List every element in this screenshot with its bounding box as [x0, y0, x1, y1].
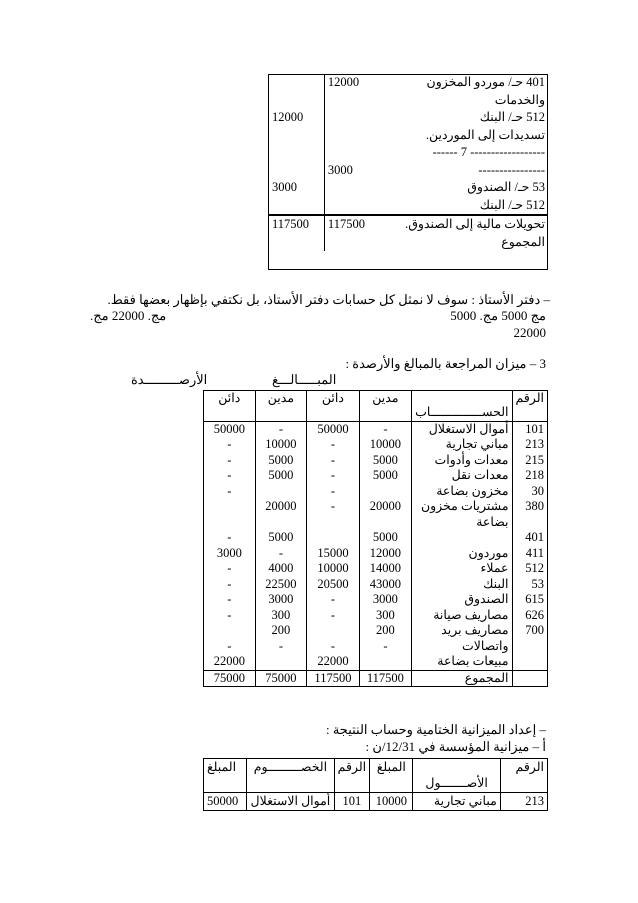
- trial-debit-balance: -: [255, 546, 307, 562]
- trial-code: 30: [512, 484, 547, 500]
- trial-account: معدات وأدوات: [412, 453, 512, 469]
- trial-debit-balance: [255, 515, 307, 531]
- trial-debit-amount: 5000: [359, 530, 411, 546]
- journal-debit: [324, 234, 379, 252]
- journal-row: [269, 109, 549, 127]
- trial-credit-amount: 15000: [307, 546, 359, 562]
- trial-debit-balance: 3000: [255, 592, 307, 608]
- trial-credit-balance: 75000: [204, 670, 256, 687]
- trial-credit-amount: -: [307, 437, 359, 453]
- bs-header-amount1: المبلغ: [370, 759, 413, 793]
- trial-header-row: [204, 391, 548, 422]
- journal-row: [269, 162, 549, 180]
- trial-credit-balance: [204, 499, 256, 515]
- trial-row: [204, 561, 548, 577]
- trial-credit-amount: -: [307, 453, 359, 469]
- trial-debit-amount: 200: [359, 623, 411, 639]
- journal-row: [269, 74, 549, 92]
- trial-row: [204, 515, 548, 531]
- ledger-line-right: مج 5000 مج. 5000: [450, 308, 546, 323]
- trial-credit-amount: [307, 623, 359, 639]
- journal-debit: 117500: [324, 215, 379, 234]
- trial-credit-amount: [307, 530, 359, 546]
- trial-code: 615: [512, 592, 547, 608]
- trial-debit-amount: 117500: [359, 670, 411, 687]
- bs-header-code2: الرقم: [334, 759, 370, 793]
- journal-table: [268, 74, 548, 251]
- trial-account: موردون: [412, 546, 512, 562]
- trial-credit-balance: -: [204, 577, 256, 593]
- trial-code: [512, 670, 547, 687]
- bs-header-assets: الأصـــــــول: [413, 759, 500, 793]
- journal-debit: [324, 109, 379, 127]
- trial-debit-amount: -: [359, 421, 411, 437]
- trial-credit-amount: -: [307, 499, 359, 515]
- trial-row: [204, 546, 548, 562]
- journal-desc: ------------------ 7 ------: [432, 145, 545, 159]
- trial-debit-balance: 300: [255, 608, 307, 624]
- trial-account: عملاء: [412, 561, 512, 577]
- journal-credit: [269, 127, 325, 145]
- trial-row: [204, 623, 548, 639]
- trial-debit-amount: [359, 484, 411, 500]
- journal-row: [269, 127, 549, 145]
- header-debit2: مدين: [255, 391, 307, 422]
- bs-code1: 213: [500, 793, 547, 811]
- trial-account: مباني تجارية: [412, 437, 512, 453]
- trial-credit-amount: 10000: [307, 561, 359, 577]
- trial-credit-amount: 50000: [307, 421, 359, 437]
- trial-credit-balance: -: [204, 530, 256, 546]
- trial-credit-amount: [307, 515, 359, 531]
- trial-credit-balance: -: [204, 608, 256, 624]
- journal-credit: 117500: [269, 215, 325, 234]
- trial-code: 53: [512, 577, 547, 593]
- trial-code: 512: [512, 561, 547, 577]
- trial-credit-balance: -: [204, 561, 256, 577]
- trial-credit-amount: 20500: [307, 577, 359, 593]
- trial-code: 626: [512, 608, 547, 624]
- trial-debit-amount: 3000: [359, 592, 411, 608]
- trial-debit-balance: 200: [255, 623, 307, 639]
- journal-desc: 53 حـ/ الصندوق: [467, 180, 545, 194]
- trial-code: 411: [512, 546, 547, 562]
- journal-credit: [269, 144, 325, 162]
- trial-account: معدات نقل: [412, 468, 512, 484]
- trial-debit-balance: 5000: [255, 530, 307, 546]
- journal-desc: المجموع: [501, 234, 545, 249]
- trial-code: 218: [512, 468, 547, 484]
- trial-debit-balance: 10000: [255, 437, 307, 453]
- journal-row: [269, 215, 549, 234]
- trial-credit-balance: [204, 515, 256, 531]
- trial-row: [204, 468, 548, 484]
- trial-debit-balance: 4000: [255, 561, 307, 577]
- trial-row: [204, 654, 548, 670]
- trial-code: [512, 654, 547, 670]
- trial-account: بضاعة: [412, 515, 512, 531]
- trial-code: 101: [512, 421, 547, 437]
- journal-credit: [269, 234, 325, 252]
- trial-credit-balance: 3000: [204, 546, 256, 562]
- trial-debit-balance: [255, 654, 307, 670]
- journal-credit: [269, 197, 325, 216]
- trial-debit-balance: 5000: [255, 468, 307, 484]
- journal-debit: [324, 197, 379, 216]
- trial-debit-amount: 43000: [359, 577, 411, 593]
- trial-debit-balance: 5000: [255, 453, 307, 469]
- trial-credit-balance: [204, 623, 256, 639]
- trial-balance-table: [203, 390, 548, 687]
- trial-debit-balance: 20000: [255, 499, 307, 515]
- bs-header-amount2: المبلغ: [204, 759, 247, 793]
- trial-debit-balance: -: [255, 639, 307, 655]
- trial-debit-balance: -: [255, 421, 307, 437]
- bs-header-liabilities: الخصـــــــــوم: [247, 759, 334, 793]
- trial-account: واتصالات: [412, 639, 512, 655]
- journal-desc: ----------------: [478, 162, 545, 177]
- journal-row: [269, 92, 549, 110]
- trial-credit-amount: -: [307, 592, 359, 608]
- trial-debit-amount: [359, 654, 411, 670]
- ledger-note: – دفتر الأستاذ : سوف لا نمثل كل حسابات دفتر الأستاذ، بل نكتفي بإظهار بعضها فقط.: [107, 292, 550, 307]
- trial-code: 213: [512, 437, 547, 453]
- journal-debit: [324, 179, 379, 197]
- trial-account: مبيعات بضاعة: [412, 654, 512, 670]
- journal-credit: 3000: [269, 179, 325, 197]
- balance-sheet-table: [203, 758, 548, 811]
- trial-credit-amount: -: [307, 484, 359, 500]
- journal-debit: [324, 144, 379, 162]
- trial-code: [512, 515, 547, 531]
- trial-credit-balance: -: [204, 453, 256, 469]
- journal-desc: 401 حـ/ موردو المخزون: [426, 75, 545, 89]
- trial-debit-balance: [255, 484, 307, 500]
- journal-credit: [269, 92, 325, 110]
- journal-desc: تحويلات مالية إلى الصندوق.: [380, 215, 548, 234]
- trial-code: 700: [512, 623, 547, 639]
- bs-header-code1: الرقم: [500, 759, 547, 793]
- header-account: الحســــــــــــــاب: [412, 391, 512, 422]
- trial-row: [204, 577, 548, 593]
- trial-debit-amount: 12000: [359, 546, 411, 562]
- bs-assets: مباني تجارية: [413, 793, 500, 811]
- balance-sheet-header-row: [204, 759, 548, 793]
- balance-sheet-subtitle: أ – ميزانية المؤسسة في 12/31/ن :: [365, 739, 546, 754]
- journal-debit: 12000: [324, 74, 379, 92]
- trial-code: [512, 639, 547, 655]
- trial-code: 215: [512, 453, 547, 469]
- trial-credit-balance: -: [204, 468, 256, 484]
- header-credit2: دائن: [204, 391, 256, 422]
- trial-row: [204, 530, 548, 546]
- trial-debit-amount: 14000: [359, 561, 411, 577]
- final-statements-title: – إعداد الميزانية الختامية وحساب النتيجة :: [325, 722, 546, 737]
- journal-credit: [269, 74, 325, 92]
- bs-liabilities: أموال الاستغلال: [247, 793, 334, 811]
- trial-credit-balance: 50000: [204, 421, 256, 437]
- trial-credit-amount: -: [307, 639, 359, 655]
- trial-credit-balance: -: [204, 484, 256, 500]
- trial-credit-balance: -: [204, 437, 256, 453]
- trial-row: [204, 592, 548, 608]
- journal-row: [269, 197, 549, 216]
- trial-debit-amount: [359, 515, 411, 531]
- trial-row: [204, 639, 548, 655]
- trial-account: مشتريات مخزون: [412, 499, 512, 515]
- journal-row: [269, 144, 549, 162]
- trial-debit-balance: 22500: [255, 577, 307, 593]
- header-debit1: مدين: [359, 391, 411, 422]
- trial-debit-amount: 5000: [359, 468, 411, 484]
- trial-total-row: [204, 670, 548, 687]
- journal-debit: [324, 127, 379, 145]
- journal-credit: [269, 162, 325, 180]
- trial-account: مخزون بضاعة: [412, 484, 512, 500]
- trial-debit-amount: 300: [359, 608, 411, 624]
- trial-credit-amount: 22000: [307, 654, 359, 670]
- trial-credit-amount: 117500: [307, 670, 359, 687]
- journal-debit: [324, 92, 379, 110]
- trial-row: [204, 453, 548, 469]
- trial-balance-title: 3 – ميزان المراجعة بالمبالغ والأرصدة :: [345, 356, 546, 371]
- bs-code2: 101: [334, 793, 370, 811]
- trial-credit-amount: -: [307, 608, 359, 624]
- trial-account: أموال الاستغلال: [412, 421, 512, 437]
- journal-desc: 512 حـ/ البنك: [479, 197, 545, 212]
- trial-row: [204, 608, 548, 624]
- trial-credit-balance: -: [204, 592, 256, 608]
- trial-account: مصاريف بريد: [412, 623, 512, 639]
- ledger-line-left: مج. 22000 مج.: [90, 308, 167, 323]
- journal-desc: 512 حـ/ البنك: [479, 110, 545, 124]
- header-code: الرقم: [512, 391, 547, 422]
- trial-debit-balance: 75000: [255, 670, 307, 687]
- bs-amount2: 50000: [204, 793, 247, 811]
- balance-sheet-row: [204, 793, 548, 811]
- trial-account: المجموع: [412, 670, 512, 687]
- journal-desc: والخدمات: [494, 92, 545, 107]
- trial-credit-amount: -: [307, 468, 359, 484]
- trial-debit-amount: 10000: [359, 437, 411, 453]
- trial-credit-balance: 22000: [204, 654, 256, 670]
- journal-row: [269, 179, 549, 197]
- trial-debit-amount: 5000: [359, 453, 411, 469]
- ledger-line3: 22000: [513, 325, 546, 340]
- trial-account: الصندوق: [412, 592, 512, 608]
- trial-code: 401: [512, 530, 547, 546]
- journal-desc: تسديدات إلى الموردين.: [425, 127, 545, 142]
- trial-debit-amount: -: [359, 639, 411, 655]
- trial-credit-balance: -: [204, 639, 256, 655]
- trial-row: [204, 421, 548, 437]
- trial-account: البنك: [412, 577, 512, 593]
- bs-amount1: 10000: [370, 793, 413, 811]
- trial-row: [204, 484, 548, 500]
- trial-row: [204, 437, 548, 453]
- trial-account: مصاريف صيانة: [412, 608, 512, 624]
- trial-debit-amount: 20000: [359, 499, 411, 515]
- group-amounts-label: المبـــــالـــغ: [272, 372, 337, 387]
- journal-debit: 3000: [324, 162, 379, 180]
- trial-account: [412, 530, 512, 546]
- journal-row: [269, 234, 549, 252]
- header-credit1: دائن: [307, 391, 359, 422]
- trial-code: 380: [512, 499, 547, 515]
- journal-credit: 12000: [269, 109, 325, 127]
- group-balances-label: الأرصـــــــــدة: [131, 372, 208, 387]
- trial-row: [204, 499, 548, 515]
